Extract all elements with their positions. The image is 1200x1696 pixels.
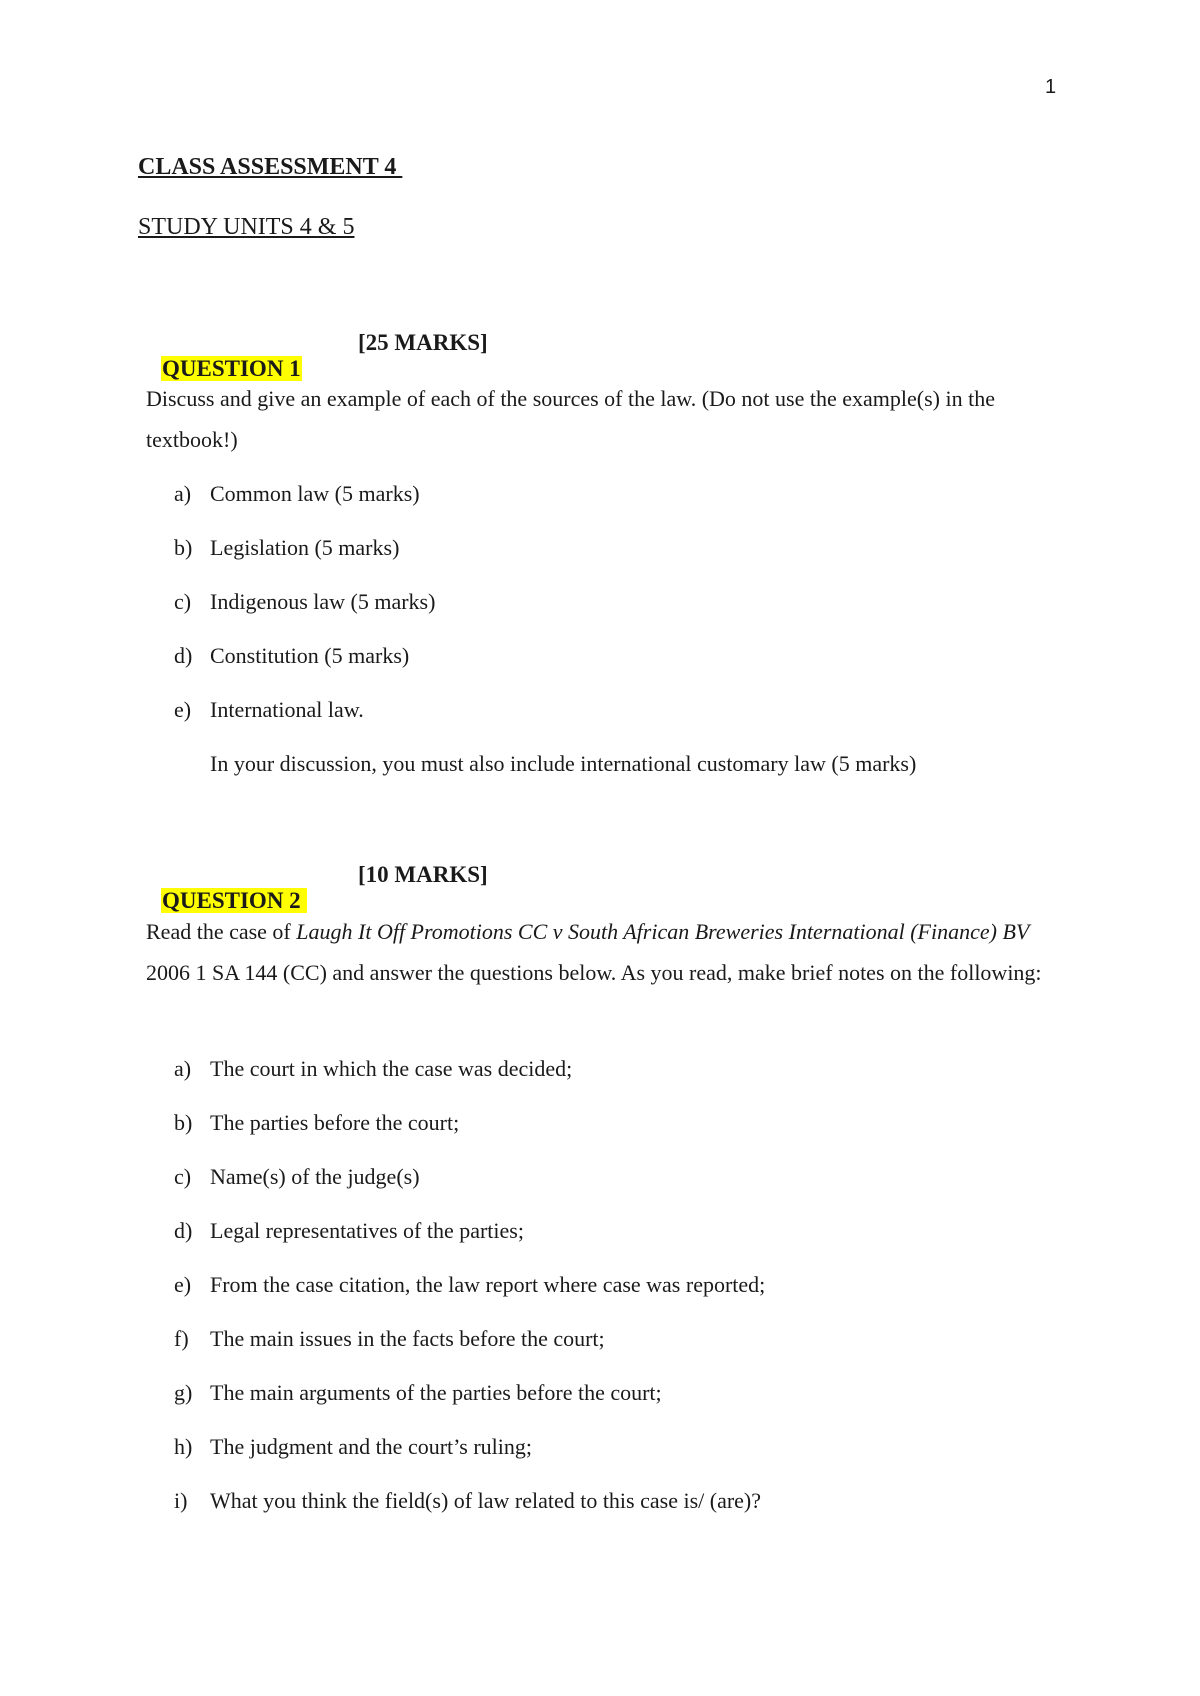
list-marker: g) (174, 1380, 193, 1405)
list-item (174, 1488, 761, 1514)
list-marker: e) (174, 697, 192, 722)
list-item (174, 1110, 459, 1136)
list-item (174, 1380, 662, 1406)
list-item-text: The main arguments of the parties before the court; (210, 1380, 662, 1405)
list-item-text: Name(s) of the judge(s) (210, 1164, 420, 1189)
question-1-marks: [25 MARKS] (358, 330, 488, 355)
list-item (174, 1272, 765, 1298)
list-item (174, 643, 409, 669)
page-number: 1 (1045, 76, 1057, 98)
list-item-text: What you think the field(s) of law related to this case is/ (are)? (210, 1488, 762, 1513)
list-item-text: Common law (5 marks) (210, 481, 420, 506)
document-subtitle: STUDY UNITS 4 & 5 (138, 214, 355, 240)
list-item-text: Constitution (5 marks) (210, 643, 410, 668)
list-item-note: In your discussion, you must also include international customary law (5 marks) (210, 751, 917, 776)
list-marker: i) (174, 1488, 188, 1513)
list-marker: c) (174, 589, 192, 614)
list-item-text: Indigenous law (5 marks) (210, 589, 436, 614)
list-item-text: Legal representatives of the parties; (210, 1218, 524, 1243)
question-1-intro: Discuss and give an example of each of the sources of the law. (Do not use the example(s) in the textbook!) (146, 386, 995, 452)
intro-text-before: Read the case of (146, 919, 297, 944)
list-marker: b) (174, 1110, 193, 1135)
list-item (174, 535, 399, 561)
question-2-marks: [10 MARKS] (358, 862, 488, 887)
list-item-text: International law. (210, 697, 364, 722)
list-item (174, 1434, 532, 1460)
list-marker: a) (174, 1056, 192, 1081)
list-marker: e) (174, 1272, 192, 1297)
list-item (174, 1218, 524, 1244)
list-item (174, 1056, 572, 1082)
list-item-text: From the case citation, the law report where case was reported; (210, 1272, 766, 1297)
list-item (174, 1164, 420, 1190)
list-marker: d) (174, 643, 193, 668)
question-1-label: QUESTION 1 (162, 356, 301, 381)
list-marker: c) (174, 1164, 192, 1189)
list-item-text: Legislation (5 marks) (210, 535, 400, 560)
list-item-text: The parties before the court; (210, 1110, 460, 1135)
list-marker: d) (174, 1218, 193, 1243)
list-marker: f) (174, 1326, 189, 1351)
list-item-text: The main issues in the facts before the court; (210, 1326, 605, 1351)
list-item-text: The court in which the case was decided; (210, 1056, 573, 1081)
list-marker: h) (174, 1434, 193, 1459)
list-marker: b) (174, 535, 193, 560)
list-item (174, 481, 420, 507)
list-marker: a) (174, 481, 192, 506)
list-item (174, 1326, 605, 1352)
list-item (174, 589, 435, 615)
question-2-intro (146, 911, 1046, 993)
list-item-text: The judgment and the court’s ruling; (210, 1434, 532, 1459)
intro-text-after: 2006 1 SA 144 (CC) and answer the questions below. As you read, make brief notes on the following: (146, 960, 1042, 985)
question-2-label: QUESTION 2 (162, 888, 307, 913)
document-title: CLASS ASSESSMENT 4 (138, 154, 403, 180)
list-item (174, 697, 364, 723)
case-name: Laugh It Off Promotions CC v South African Breweries International (Finance) BV (296, 919, 1030, 944)
